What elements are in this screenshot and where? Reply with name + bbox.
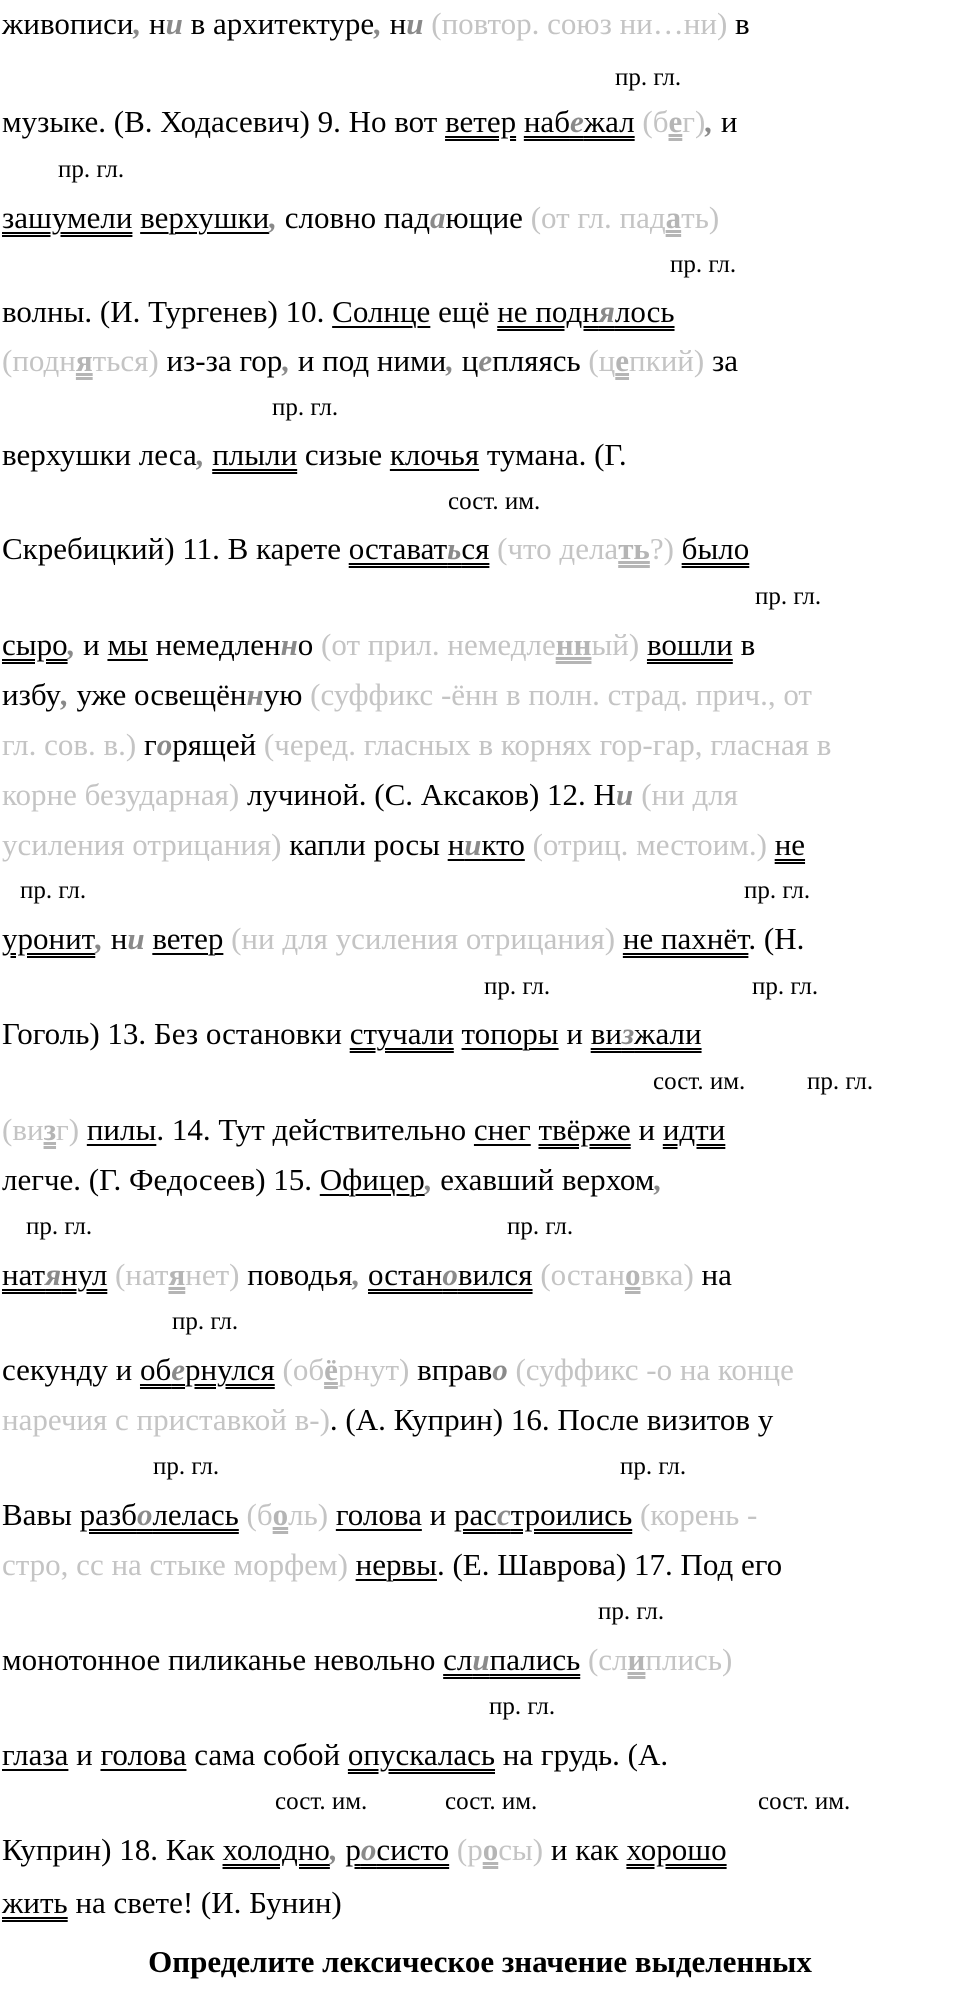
text-line-16: легче. (Г. Федосеев) 15. Офицер, ехавший верхом,	[2, 1162, 663, 1197]
text-line-6: верхушки леса, плыли сизые клочья тумана. (Г.	[2, 437, 627, 472]
annotation-label: пр. гл.	[484, 973, 551, 1000]
annotation-label: сост. им.	[275, 1788, 368, 1815]
text-line-10: гл. сов. в.) горящей (черед. гласных в корнях гор-гар, гласная в	[2, 727, 832, 762]
annotation-label: пр. гл.	[755, 583, 822, 610]
text-line-15: (визг) пилы. 14. Тут действительно снег твёрже и идти	[2, 1112, 726, 1147]
annotation-label: сост. им.	[653, 1068, 746, 1095]
annotation-label: пр. гл.	[26, 1213, 93, 1240]
text-line-20: Вавы разболелась (боль) голова и расстроились (корень -	[2, 1497, 758, 1532]
text-line-23: глаза и голова сама собой опускалась на грудь. (А.	[2, 1737, 669, 1772]
annotation-label: пр. гл.	[807, 1068, 874, 1095]
annotation-label: пр. гл.	[507, 1213, 574, 1240]
annotation-label: пр. гл.	[670, 251, 737, 278]
text-line-13: уронит, ни ветер (ни для усиления отрицания) не пахнёт. (Н.	[2, 921, 805, 956]
text-line-5: (подняться) из-за гор, и под ними, цепляясь (цепкий) за	[2, 343, 738, 378]
text-line-8: сыро, и мы немедленно (от прил. немедленный) вошли в	[2, 627, 756, 662]
annotation-label: сост. им.	[448, 488, 541, 515]
text-line-9: избу, уже освещённую (суффикс -ённ в полн. страд. прич., от	[2, 677, 812, 712]
annotation-label: пр. гл.	[620, 1453, 687, 1480]
text-line-4: волны. (И. Тургенев) 10. Солнце ещё не поднялось	[2, 294, 675, 329]
annotation-label: пр. гл.	[172, 1308, 239, 1335]
text-line-19: наречия с приставкой в-). (А. Куприн) 16. После визитов у	[2, 1402, 774, 1437]
text-line-22: монотонное пиликанье невольно слипались (слиплись)	[2, 1642, 733, 1677]
text-line-21: стро, сс на стыке морфем) нервы. (Е. Шаврова) 17. Под его	[2, 1547, 783, 1582]
annotation-label: сост. им.	[758, 1788, 851, 1815]
text-line-24: Куприн) 18. Как холодно, росисто (росы) и как хорошо	[2, 1832, 727, 1867]
text-line-3: зашумели верхушки, словно падающие (от гл. падать)	[2, 200, 720, 235]
text-line-18: секунду и обернулся (обёрнут) вправо (суффикс -о на конце	[2, 1352, 794, 1387]
annotation-label: пр. гл.	[153, 1453, 220, 1480]
text-line-14: Гоголь) 13. Без остановки стучали топоры и визжали	[2, 1016, 702, 1051]
text-line-1: живописи, ни в архитектуре, ни (повтор. союз ни…ни) в	[2, 6, 750, 41]
text-line-2: музыке. (В. Ходасевич) 9. Но вот ветер набежал (бег), и	[2, 104, 738, 139]
annotation-label: пр. гл.	[489, 1693, 556, 1720]
text-line-17: натянул (натянет) поводья, остановился (остановка) на	[2, 1257, 732, 1292]
annotation-label: сост. им.	[445, 1788, 538, 1815]
annotation-label: пр. гл.	[744, 877, 811, 904]
annotation-label: пр. гл.	[615, 64, 682, 91]
annotation-label: пр. гл.	[752, 973, 819, 1000]
annotation-label: пр. гл.	[58, 156, 125, 183]
annotation-label: пр. гл.	[598, 1598, 665, 1625]
text-line-11: корне безударная) лучиной. (С. Аксаков) 12. Ни (ни для	[2, 777, 738, 812]
text-line-12: усиления отрицания) капли росы никто (отриц. местоим.) не	[2, 827, 806, 862]
text-line-25: жить на свете! (И. Бунин)	[2, 1885, 342, 1920]
annotation-label: пр. гл.	[272, 394, 339, 421]
annotation-label: пр. гл.	[20, 877, 87, 904]
task-heading: Определите лексическое значение выделенных	[148, 1944, 812, 1979]
text-line-7: Скребицкий) 11. В карете оставаться (что делать?) было	[2, 531, 750, 566]
